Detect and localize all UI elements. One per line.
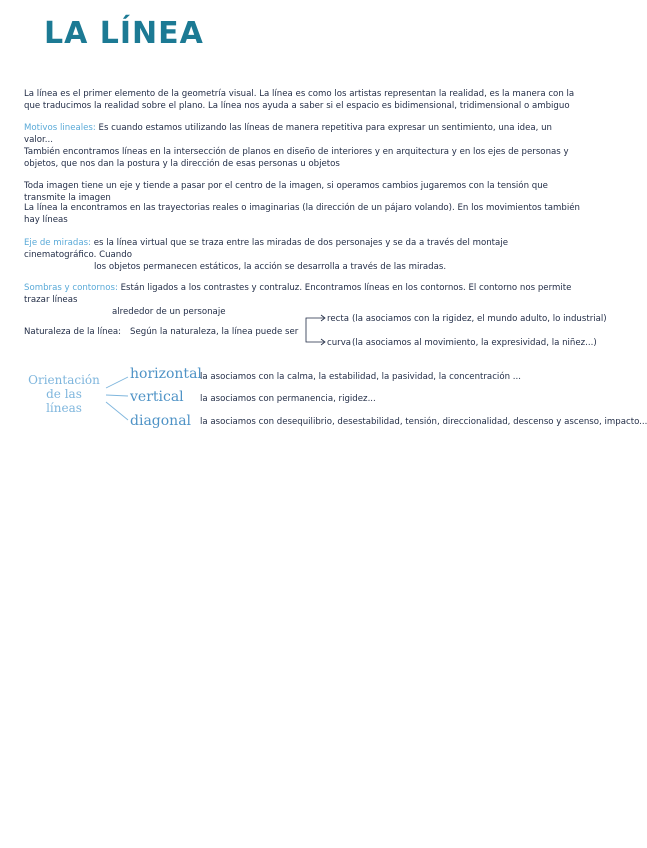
desc-curva: (la asociamos al movimiento, la expresividad, la niñez...) (352, 338, 597, 348)
term-horizontal: horizontal (130, 366, 202, 382)
term-vertical: vertical (130, 389, 184, 405)
desc-diagonal: la asociamos con desequilibrio, desestabilidad, tensión, direccionalidad, descenso y ascenso, impacto... (200, 417, 647, 427)
page-title: LA LÍNEA (44, 16, 204, 51)
text-motivos-lineales: Es cuando estamos utilizando las líneas de manera repetitiva para expresar un sentimiento, una idea, un valor... (24, 123, 552, 145)
paragraph-eje-imagen: Toda imagen tiene un eje y tiende a pasar por el centro de la imagen, si operamos cambios jugaremos con la tensión que transmite la imagen (24, 181, 548, 203)
text-naturaleza-intro: Según la naturaleza, la línea puede ser (130, 327, 299, 337)
text-eje-miradas-2: los objetos permanecen estáticos, la acción se desarrolla a través de las miradas. (94, 262, 447, 272)
desc-recta: (la asociamos con la rigidez, el mundo adulto, lo industrial) (352, 314, 607, 324)
orientacion-line-1: Orientación (28, 373, 100, 387)
desc-horizontal: la asociamos con la calma, la estabilidad, la pasividad, la concentración ... (200, 372, 521, 382)
text-sombras-2: alrededor de un personaje (112, 307, 226, 317)
label-orientacion (24, 373, 104, 415)
label-naturaleza: Naturaleza de la línea: (24, 327, 122, 337)
paragraph-trayectorias: La línea la encontramos en las trayectorias reales o imaginarias (la dirección de un pájaro volando). En los movimientos también hay líneas (24, 203, 580, 225)
text-sombras-1: Están ligados a los contrastes y contraluz. Encontramos líneas en los contornos. El contorno nos permite trazar líneas (24, 283, 572, 305)
paragraph-intro: La línea es el primer elemento de la geometría visual. La línea es como los artistas representan la realidad, es la manera con la que traducimos la realidad sobre el plano. La línea nos ayuda a saber si el espacio es bidimensional, tridimensional o ambiguo (24, 89, 575, 111)
label-eje-miradas: Eje de miradas: (24, 238, 91, 248)
term-curva: curva (327, 338, 352, 348)
desc-vertical: la asociamos con permanencia, rigidez... (200, 394, 376, 404)
label-sombras-contornos: Sombras y contornos: (24, 283, 118, 293)
text-eje-miradas-1: es la línea virtual que se traza entre las miradas de dos personajes y se da a través del montaje cinematográfico. Cuando (24, 238, 508, 260)
term-recta: recta (327, 314, 349, 324)
orientacion-line-3: líneas (46, 401, 82, 415)
paragraph-interseccion: También encontramos líneas en la intersección de planos en diseño de interiores y en arquitectura y en los ejes de personas y objetos, que nos dan la postura y la dirección de esas personas u objetos (24, 147, 569, 169)
term-diagonal: diagonal (130, 413, 192, 429)
label-motivos-lineales: Motivos lineales: (24, 123, 96, 133)
orientacion-line-2: de las (46, 387, 82, 401)
